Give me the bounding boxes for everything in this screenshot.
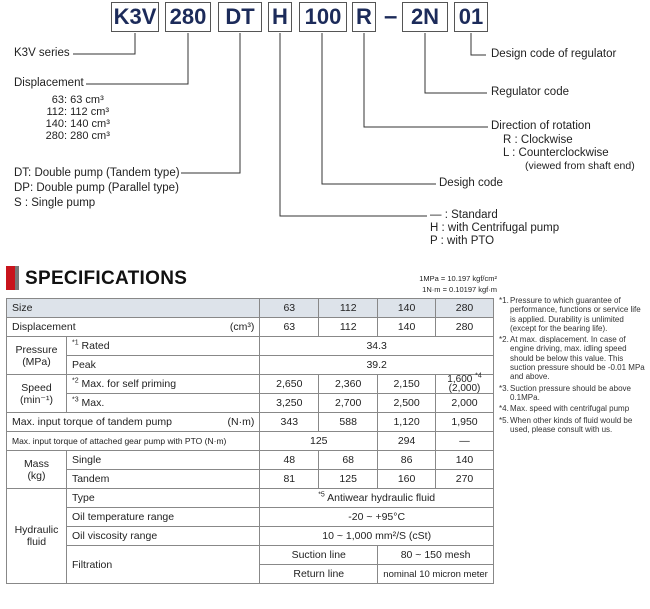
table-cell: 68 xyxy=(319,451,378,470)
size-140: 140 xyxy=(378,299,436,318)
code-box-option: H xyxy=(268,2,292,32)
regulator-design-code-label: Design code of regulator xyxy=(491,48,617,60)
table-cell: 2,360 xyxy=(319,375,378,394)
design-code-label: Desigh code xyxy=(439,177,503,189)
pump-type-item: S : Single pump xyxy=(14,197,96,209)
single-label: Single xyxy=(66,451,259,470)
hydraulic-fluid-label: Hydraulic fluid xyxy=(7,489,67,584)
table-cell: 140 xyxy=(378,318,436,337)
table-row xyxy=(7,508,494,527)
code-box-regulator: 2N xyxy=(402,2,448,32)
regulator-code-label: Regulator code xyxy=(491,86,569,98)
displacement-item: 280: 280 cm³ xyxy=(45,130,110,142)
type-value: $^{*5}$ Antiwear hydraulic fluid xyxy=(260,489,494,508)
displacement-item: 140: 140 cm³ xyxy=(45,118,110,130)
table-row xyxy=(7,489,494,508)
code-dash: – xyxy=(384,3,398,30)
displacement-item: 112: 112 cm³ xyxy=(46,106,110,118)
conversion-nm: 1N·m = 0.10197 kgf·m xyxy=(422,285,497,294)
table-cell: 86 xyxy=(378,451,436,470)
table-row xyxy=(7,413,494,432)
table-cell: 294 xyxy=(378,432,436,451)
table-cell: 1,950 xyxy=(436,413,494,432)
table-cell: 140 xyxy=(436,451,494,470)
table-cell: 2,150 xyxy=(378,375,436,394)
peak-label: Peak xyxy=(66,356,259,375)
max-speed-label: $^{*3}$ Max. xyxy=(66,394,259,413)
code-box-regulator-design: 01 xyxy=(454,2,488,32)
speed-label: Speed (min⁻¹) xyxy=(7,375,67,413)
code-box-pump-type: DT xyxy=(218,2,262,32)
peak-value: 39.2 xyxy=(260,356,494,375)
displacement-list xyxy=(30,94,110,142)
table-cell: 63 xyxy=(260,318,319,337)
torque-pto-label: Max. input torque of attached gear pump with PTO (N·m) xyxy=(7,432,260,451)
oil-visc-label: Oil viscosity range xyxy=(66,527,259,546)
table-row xyxy=(7,356,494,375)
pump-type-item: DT: Double pump (Tandem type) xyxy=(14,167,180,179)
table-row xyxy=(7,375,494,394)
pump-type-item: DP: Double pump (Parallel type) xyxy=(14,182,179,194)
direction-title: Direction of rotation xyxy=(491,120,591,132)
table-cell: 125 xyxy=(260,432,378,451)
table-cell: 125 xyxy=(319,470,378,489)
footnote: *4. Max. speed with centrifugal pump xyxy=(499,404,630,414)
direction-note: (viewed from shaft end) xyxy=(525,160,635,172)
code-box-direction: R xyxy=(352,2,376,32)
option-list xyxy=(430,209,559,248)
size-label: Size xyxy=(7,299,260,318)
pump-type-list xyxy=(14,166,180,211)
suction-value: 80 ~ 150 mesh xyxy=(378,546,494,565)
torque-tandem-label: Max. input torque of tandem pump (N·m) xyxy=(7,413,260,432)
return-value: nominal 10 micron meter xyxy=(378,565,494,584)
pressure-label: Pressure (MPa) xyxy=(7,337,67,375)
code-box-displacement: 280 xyxy=(165,2,211,32)
direction-item: R : Clockwise xyxy=(503,134,573,146)
table-row xyxy=(7,546,494,565)
footnote: *2. At max. displacement. In case of engine driving, max. idling speed should be below this value. This suction pressure should be -0.01 MPa and above. xyxy=(499,335,645,382)
footnotes xyxy=(499,296,645,436)
table-row xyxy=(7,337,494,356)
table-cell: 112 xyxy=(319,318,378,337)
table-cell: 280 xyxy=(436,318,494,337)
size-63: 63 xyxy=(260,299,319,318)
table-cell: 3,250 xyxy=(260,394,319,413)
suction-label: Suction line xyxy=(260,546,378,565)
rated-value: 34.3 xyxy=(260,337,494,356)
oil-temp-label: Oil temperature range xyxy=(66,508,259,527)
table-row xyxy=(7,432,494,451)
table-row xyxy=(7,299,494,318)
code-box-design: 100 xyxy=(299,2,347,32)
type-label: Type xyxy=(66,489,259,508)
table-row xyxy=(7,451,494,470)
heading-accent-bar xyxy=(6,266,15,290)
footnote: *5. When other kinds of fluid would be used, please consult with us. xyxy=(499,415,633,434)
tandem-label: Tandem xyxy=(66,470,259,489)
oil-visc-value: 10 ~ 1,000 mm²/S (cSt) xyxy=(260,527,494,546)
conversion-mpa: 1MPa = 10.197 kgf/cm² xyxy=(419,274,497,283)
table-cell: 343 xyxy=(260,413,319,432)
displacement-label: Displacement (cm³) xyxy=(7,318,260,337)
footnote: *3. Suction pressure should be above 0.1MPa. xyxy=(499,383,631,402)
table-cell: 2,650 xyxy=(260,375,319,394)
code-box-series: K3V xyxy=(111,2,159,32)
specs-table xyxy=(6,298,494,584)
table-cell: 160 xyxy=(378,470,436,489)
direction-item: L : Counterclockwise xyxy=(503,147,609,159)
series-label: K3V series xyxy=(14,47,70,59)
filtration-label: Filtration xyxy=(66,546,259,584)
heading-accent-bar-gray xyxy=(15,266,19,290)
table-cell: 588 xyxy=(319,413,378,432)
size-280: 280 xyxy=(436,299,494,318)
table-row xyxy=(7,527,494,546)
rated-label: $^{*1}$ Rated xyxy=(66,337,259,356)
specs-title: SPECIFICATIONS xyxy=(25,268,188,289)
return-label: Return line xyxy=(260,565,378,584)
direction-list xyxy=(503,134,635,173)
table-cell: 48 xyxy=(260,451,319,470)
table-row xyxy=(7,470,494,489)
displacement-item: 63: 63 cm³ xyxy=(51,94,104,106)
oil-temp-value: -20 ~ +95°C xyxy=(260,508,494,527)
table-cell: 2,000 xyxy=(436,394,494,413)
option-item: P : with PTO xyxy=(430,235,495,247)
option-item: H : with Centrifugal pump xyxy=(430,222,560,234)
table-cell: 270 xyxy=(436,470,494,489)
option-item: — : Standard xyxy=(430,209,498,221)
table-row xyxy=(7,394,494,413)
table-cell: — xyxy=(436,432,494,451)
table-cell: 2,700 xyxy=(319,394,378,413)
mass-label: Mass (kg) xyxy=(7,451,67,489)
table-row xyxy=(7,318,494,337)
self-priming-280: 1,600 $^{*4}$ (2,000) xyxy=(436,375,494,394)
displacement-title: Displacement xyxy=(14,77,84,89)
table-cell: 81 xyxy=(260,470,319,489)
table-cell: 2,500 xyxy=(378,394,436,413)
self-priming-label: $^{*2}$ Max. for self priming xyxy=(66,375,259,394)
size-112: 112 xyxy=(319,299,378,318)
table-cell: 1,120 xyxy=(378,413,436,432)
footnote: *1. Pressure to which guarantee of performance, functions or service life is applied. Durability is unlimited (except for the bearing life). xyxy=(499,296,641,333)
